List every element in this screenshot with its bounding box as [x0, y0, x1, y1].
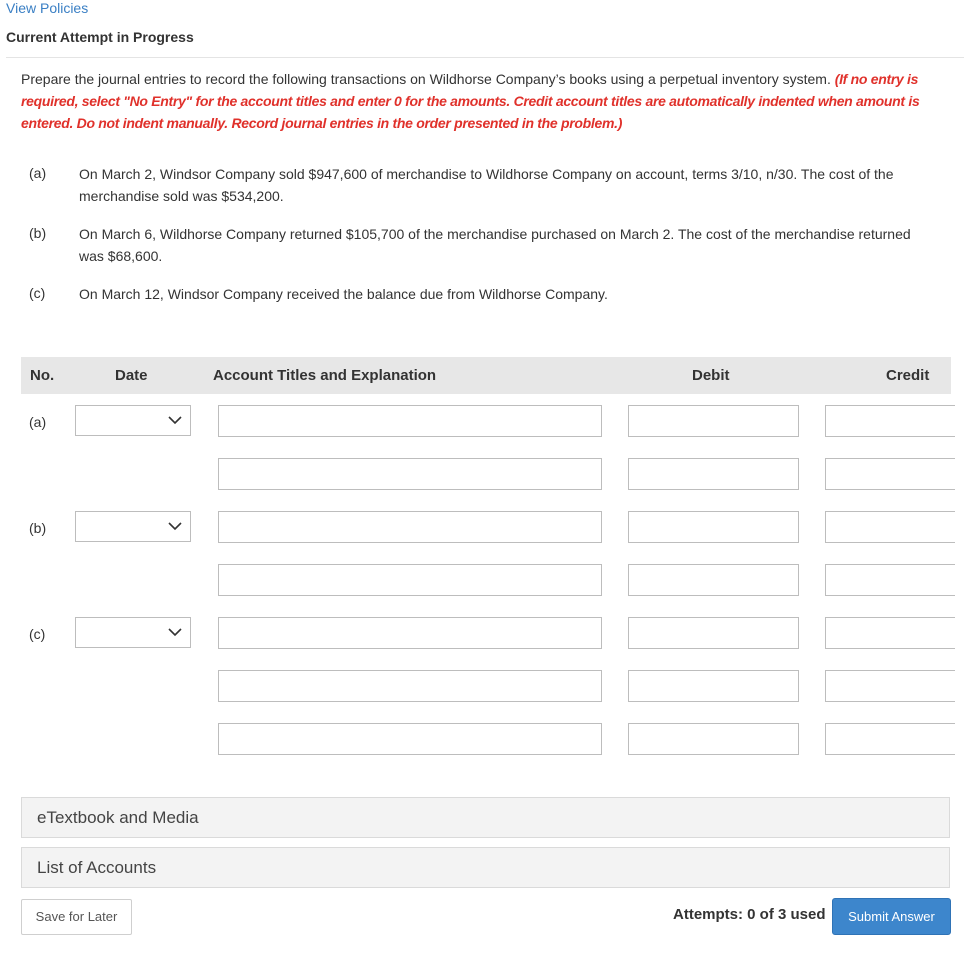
instructions-warning: (If no entry is required, select "No Entry" for the account titles and enter 0 for the amounts. Credit account titles are automatically indented when amount is entered. Do not indent manually. Record journal entries in the order presented in the problem.)	[21, 71, 920, 131]
account-input-a2[interactable]	[218, 458, 602, 490]
view-policies-link[interactable]: View Policies	[6, 0, 89, 16]
item-text-b: On March 6, Wildhorse Company returned $105,700 of the merchandise purchased on March 2. The cost of the merchandise returned was $68,600.	[79, 226, 911, 264]
attempt-status-heading: Current Attempt in Progress	[6, 29, 194, 45]
header-credit: Credit	[886, 367, 930, 384]
row-label-c: (c)	[29, 626, 46, 642]
account-input-c2[interactable]	[218, 670, 602, 702]
chevron-down-icon	[168, 413, 182, 427]
account-input-c1[interactable]	[218, 617, 602, 649]
header-account: Account Titles and Explanation	[213, 367, 437, 384]
list-of-accounts-label: List of Accounts	[37, 858, 157, 877]
header-no: No.	[30, 367, 55, 384]
submit-answer-button[interactable]: Submit Answer	[832, 898, 951, 935]
header-date: Date	[115, 367, 148, 384]
credit-input-a2[interactable]	[825, 458, 955, 490]
item-label-b: (b)	[29, 225, 47, 241]
instructions	[21, 68, 956, 134]
etextbook-media-panel[interactable]	[21, 797, 950, 838]
save-for-later-button[interactable]: Save for Later	[21, 899, 132, 935]
header-divider	[6, 57, 964, 58]
chevron-down-icon	[168, 519, 182, 533]
account-input-c3[interactable]	[218, 723, 602, 755]
account-input-b2[interactable]	[218, 564, 602, 596]
credit-input-b1[interactable]	[825, 511, 955, 543]
debit-input-c2[interactable]	[628, 670, 799, 702]
debit-input-b2[interactable]	[628, 564, 799, 596]
list-of-accounts-panel[interactable]	[21, 847, 950, 888]
credit-input-a1[interactable]	[825, 405, 955, 437]
account-input-a1[interactable]	[218, 405, 602, 437]
item-text-a: On March 2, Windsor Company sold $947,600 of merchandise to Wildhorse Company on account, terms 3/10, n/30. The cost of the merchandise sold was $534,200.	[79, 166, 894, 204]
credit-input-c1[interactable]	[825, 617, 955, 649]
date-select-a[interactable]	[75, 405, 191, 436]
item-label-a: (a)	[29, 165, 47, 181]
debit-input-a1[interactable]	[628, 405, 799, 437]
etextbook-media-label: eTextbook and Media	[37, 808, 199, 827]
debit-input-c3[interactable]	[628, 723, 799, 755]
date-select-b[interactable]	[75, 511, 191, 542]
debit-input-b1[interactable]	[628, 511, 799, 543]
credit-input-b2[interactable]	[825, 564, 955, 596]
debit-input-c1[interactable]	[628, 617, 799, 649]
date-select-c[interactable]	[75, 617, 191, 648]
credit-input-c3[interactable]	[825, 723, 955, 755]
journal-table-header	[21, 357, 951, 394]
attempts-counter: Attempts: 0 of 3 used	[673, 906, 826, 923]
instructions-text: Prepare the journal entries to record the following transactions on Wildhorse Company’s books using a perpetual inventory system.	[21, 71, 831, 87]
item-label-c: (c)	[29, 285, 46, 301]
credit-input-c2[interactable]	[825, 670, 955, 702]
row-label-b: (b)	[29, 520, 47, 536]
header-debit: Debit	[692, 367, 730, 384]
item-text-c: On March 12, Windsor Company received the balance due from Wildhorse Company.	[79, 286, 608, 302]
row-label-a: (a)	[29, 414, 47, 430]
debit-input-a2[interactable]	[628, 458, 799, 490]
account-input-b1[interactable]	[218, 511, 602, 543]
chevron-down-icon	[168, 625, 182, 639]
